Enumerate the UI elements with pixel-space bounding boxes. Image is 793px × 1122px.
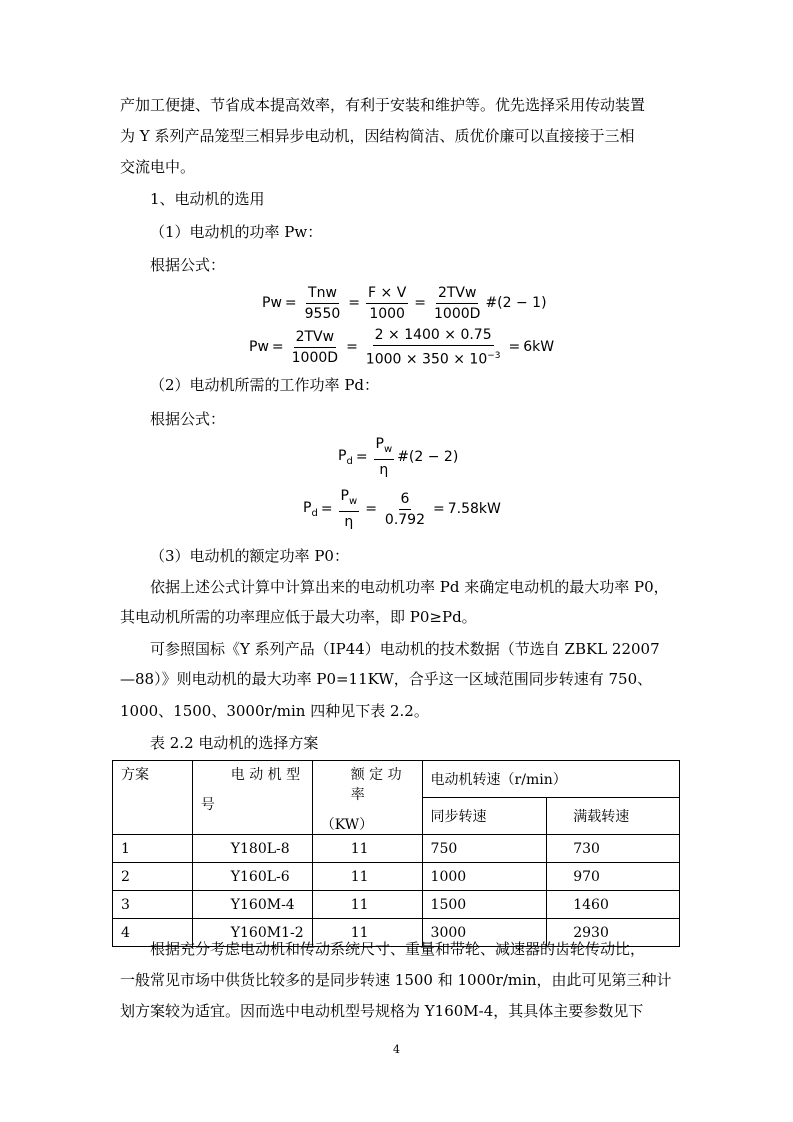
paragraph-intro-line3: 交流电中。 xyxy=(120,158,196,176)
paragraph-conclusion-line2: 一般常见市场中供货比较多的是同步转速 1500 和 1000r/min，由此可见第三种计 xyxy=(120,971,672,989)
eq2-lhs: Pw xyxy=(249,339,269,355)
header-power: 额 定 功 率 （KW） xyxy=(312,761,422,835)
equation-pd-calculation: $P_d$ = $\frac{P_w}{\eta}$ = $\frac{6}{0.792}$ = 7.58kW xyxy=(303,487,501,531)
eq3-tag: #(2 − 2) xyxy=(397,449,459,465)
equation-pd-definition: $P_d$ = $\frac{P_w}{\eta}$ #(2 − 2) xyxy=(338,435,459,479)
section-heading-motor-selection: 1、电动机的选用 xyxy=(150,190,265,208)
formula-label-1: 根据公式： xyxy=(150,256,226,274)
paragraph-conclusion-line3: 划方案较为适宜。因而选中电动机型号规格为 Y160M-4，其具体主要参数见下 xyxy=(120,1002,644,1020)
eq4-lhs: $P_d$ xyxy=(303,499,318,519)
eq1-tag: #(2 − 1) xyxy=(485,295,547,311)
paragraph-standard-line2: —88）》则电动机的最大功率 P0=11KW，合乎这一区域范围同步转速有 750、 xyxy=(120,670,653,688)
paragraph-intro-line1: 产加工便捷、节省成本提高效率，有利于安装和维护等。优先选择采用传动装置 xyxy=(120,96,646,114)
subheading-rated-power: （3）电动机的额定功率 P0： xyxy=(150,547,349,565)
eq1-fraction-2: $\frac{F \times V}{1000}$ xyxy=(368,284,407,322)
header-model: 电 动 机 型 号 xyxy=(192,761,312,835)
eq4-fraction-1: $\frac{P_w}{\eta}$ xyxy=(340,487,358,531)
paragraph-rated-power-line2: 其电动机所需的功率理应低于最大功率，即 P0≥Pd。 xyxy=(120,608,477,626)
eq1-lhs: Pw xyxy=(262,295,282,311)
equation-pw-definition: Pw = $\frac{\text{Tnw}}{9550}$ = $\frac{F \times V}{1000}$ = $\frac{\text{2TVw}}{1000D}$ #(2 − 1) xyxy=(262,284,547,322)
table-row: 2 Y160L-6 11 1000 970 xyxy=(113,863,680,891)
table-header-row-1 xyxy=(113,761,680,798)
subheading-motor-power: （1）电动机的功率 Pw： xyxy=(150,223,323,241)
header-scheme: 方案 xyxy=(113,761,193,835)
table-row: 3 Y160M-4 11 1500 1460 xyxy=(113,891,680,919)
paragraph-conclusion-line1: 根据充分考虑电动机和传动系统尺寸、重量和带轮、减速器的齿轮传动比， xyxy=(150,940,646,958)
paragraph-standard-line1: 可参照国标《Y 系列产品（IP44）电动机的技术数据（节选自 ZBKL 22007 xyxy=(150,640,660,658)
eq1-fraction-3: $\frac{\text{2TVw}}{1000D}$ xyxy=(434,284,481,322)
motor-selection-table xyxy=(112,760,680,947)
header-full-load-speed: 满载转速 xyxy=(547,798,680,835)
page-number: 4 xyxy=(393,1043,400,1056)
paragraph-intro-line2: 为 Y 系列产品笼型三相异步电动机，因结构简洁、质优价廉可以直接接于三相 xyxy=(120,127,635,145)
eq3-lhs: $P_d$ xyxy=(338,447,353,467)
eq1-fraction-1: $\frac{\text{Tnw}}{9550}$ xyxy=(304,284,341,322)
subheading-required-power: （2）电动机所需的工作功率 Pd： xyxy=(150,376,380,394)
paragraph-rated-power-line1: 依据上述公式计算中计算出来的电动机功率 Pd 来确定电动机的最大功率 P0， xyxy=(150,578,669,596)
table-caption: 表 2.2 电动机的选择方案 xyxy=(150,734,319,752)
eq4-fraction-2: $\frac{6}{0.792}$ xyxy=(384,490,426,528)
paragraph-standard-line3: 1000、1500、3000r/min 四种见下表 2.2。 xyxy=(120,702,429,720)
header-sync-speed: 同步转速 xyxy=(422,798,547,835)
eq4-result: 7.58kW xyxy=(447,501,501,517)
eq2-result: 6kW xyxy=(523,339,555,355)
eq2-fraction-2: $\frac{2 \times 1400 \times 0.75}{1000 \times 350 \times 10^{-3}}$ xyxy=(365,326,501,368)
formula-label-2: 根据公式： xyxy=(150,410,226,428)
table-row: 1 Y180L-8 11 750 730 xyxy=(113,835,680,863)
table-row: 4 Y160M1-2 11 3000 2930 xyxy=(113,919,680,947)
header-speed: 电动机转速（r/min） xyxy=(422,761,679,798)
equation-pw-calculation: Pw = $\frac{\text{2TVw}}{1000D}$ = $\frac{2 \times 1400 \times 0.75}{1000 \times 350 \times 10^{-3}}$ = 6kW xyxy=(249,326,555,368)
eq2-fraction-1: $\frac{\text{2TVw}}{1000D}$ xyxy=(291,328,339,366)
eq3-fraction: $\frac{P_w}{\eta}$ xyxy=(375,435,393,479)
